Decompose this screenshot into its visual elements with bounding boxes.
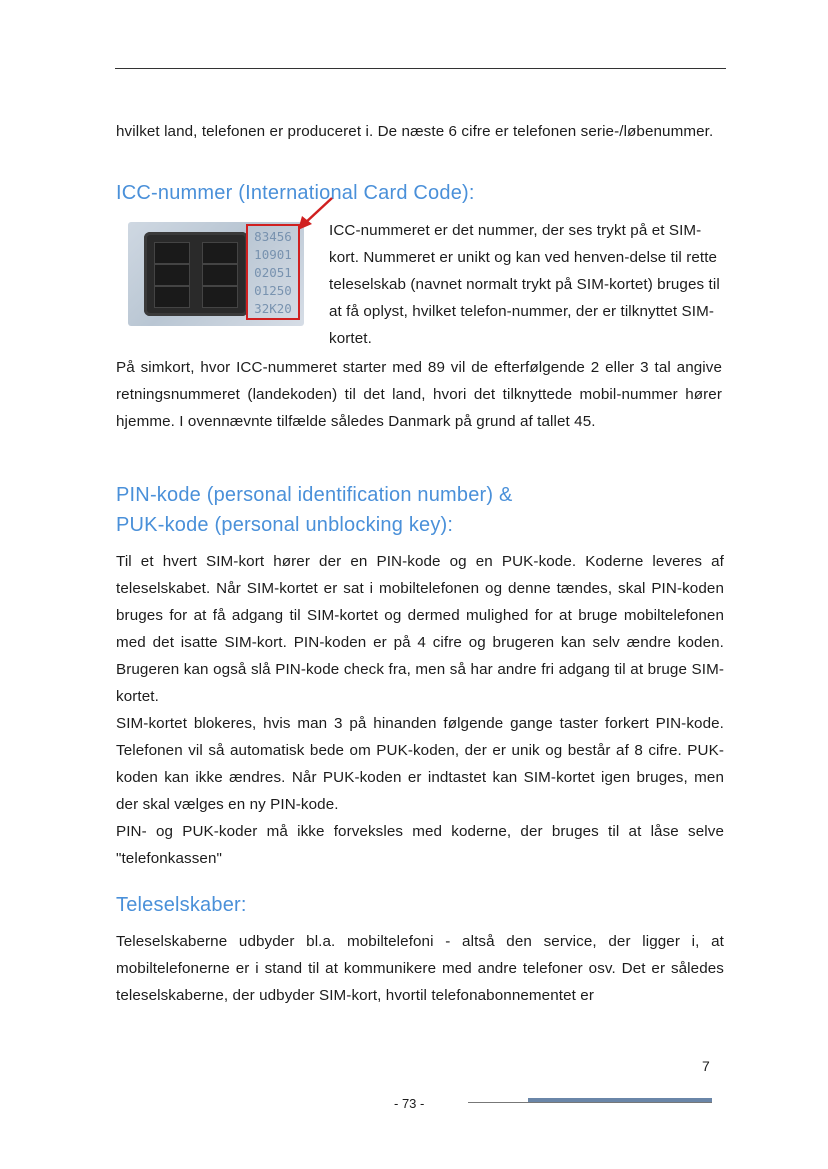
icc-digit-line: 83456 [254,229,292,244]
paragraph-teleselskaber: Teleselskaberne udbyder bl.a. mobiltelefoni - altså den service, der ligger i, at mobiltelefonerne er i stand til at kommunikere med andre telefoner osv. Det er således teleselskaberne, der udbyder SIM-kort, hvortil telefonabonnementet er [116,933,724,1004]
paragraph-codes-note: PIN- og PUK-koder må ikke forveksles med koderne, der bruges til at låse selve "telefonkassen" [116,823,724,867]
icc-digit-line: 01250 [254,283,292,298]
paragraph-pin: Til et hvert SIM-kort hører der en PIN-kode og en PUK-kode. Koderne leveres af teleselskabet. Når SIM-kortet er sat i mobiltelefonen og denne tændes, skal PIN-koden bruges for at få adgang til SIM-kortet og dermed mulighed for at bruge mobiltelefonen med det isatte SIM-kort. PIN-koden er på 4 cifre og brugeren kan selv ændre koden. Brugeren kan også slå PIN-kode check fra, men så har andre fri adgang til at bruge SIM-kortet. [116,553,724,705]
paragraph-intro: hvilket land, telefonen er produceret i. De næste 6 cifre er telefonen serie-/løbenummer. [116,123,714,140]
paragraph-puk: SIM-kortet blokeres, hvis man 3 på hinanden følgende gange taster forkert PIN-kode. Telefonen vil så automatisk bede om PUK-koden, der er unik og består af 8 cifre. PUK-koden kan ikke ændres. Når PUK-koden er indtastet kan SIM-kortet igen bruges, men der skal vælges en ny PIN-kode. [116,715,724,813]
footer-bar [528,1098,712,1102]
heading-icc-number: ICC-nummer (International Card Code): [116,182,475,204]
paragraph-country-code: På simkort, hvor ICC-nummeret starter med 89 vil de efterfølgende 2 eller 3 tal angive retningsnummeret (landekoden) til det land, hvori det tilknyttede mobil-nummer hører hjemme. I ovennævnte tilfælde således Danmark på grund af tallet 45. [116,359,722,430]
heading-teleselskaber: Teleselskaber: [116,894,247,916]
icc-digit-line: 02051 [254,265,292,280]
sim-chip [144,232,248,316]
footer-rule [468,1102,712,1103]
paragraph-pin-puk [116,548,724,872]
icc-digits-highlight [246,224,300,320]
footer-page-number: - 73 - [394,1096,425,1111]
icc-digit-line: 10901 [254,247,292,262]
sim-card-body [128,222,304,326]
sim-card-image [128,222,310,328]
header-rule [115,68,726,69]
icc-digit-line: 32K20 [254,301,292,316]
page-number: 7 [702,1058,710,1074]
heading-pin-code: PIN-kode (personal identification number) & [116,484,513,506]
icc-description: ICC-nummeret er det nummer, der ses trykt på et SIM-kort. Nummeret er unikt og kan ved henven-delse til rette teleselskab (navnet normalt trykt på SIM-kortet) bruges til at få oplyst, hvilket telefon-nummer, der er tilknyttet SIM-kortet. [329,222,720,347]
heading-puk-code: PUK-kode (personal unblocking key): [116,514,454,536]
